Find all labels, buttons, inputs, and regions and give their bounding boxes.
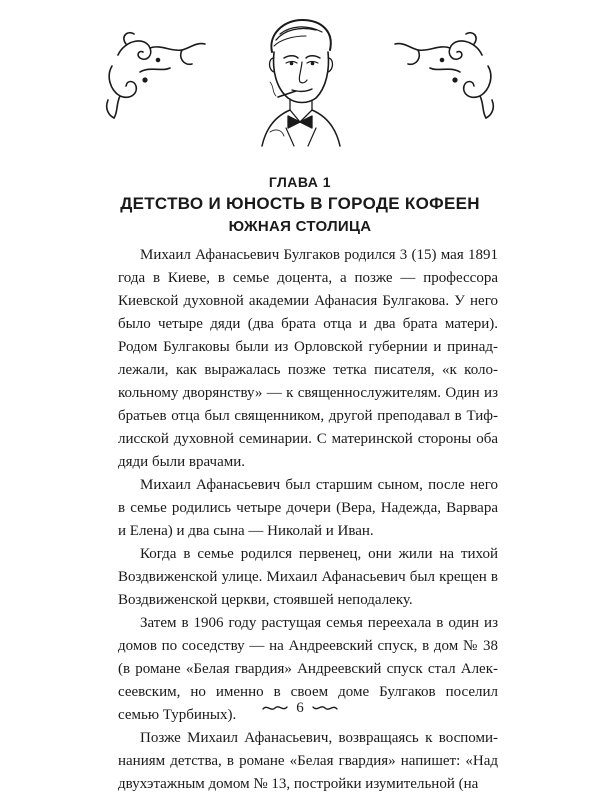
- paragraph: Когда в семье родился первенец, они жили на тихой Воздвиженской улице. Михаил Афанасьевич был крещен в Воздвиженской церкви, стоявшей неподалеку.: [118, 546, 498, 608]
- page-number: 6: [296, 699, 304, 716]
- chapter-title: ДЕТСТВО И ЮНОСТЬ В ГОРОДЕ КОФЕЕН: [120, 194, 480, 213]
- page-footer: [0, 696, 600, 720]
- footer-left-flourish-icon: [262, 703, 288, 713]
- right-ornament-icon: [395, 33, 493, 118]
- footer-right-flourish-icon: [312, 703, 338, 713]
- paragraph: Михаил Афанасьевич Булгаков родился 3 (15) мая 1891 года в Киеве, в семье доцента, а позже — профессора Киевской духовной академии Афанасия Булгакова. У него было четыре дяди (два брата отца и два брата матери). Родом Булгаковы были из Орловской губернии и принадлежали, как выражалась позже тетка писателя, «к колокольному дворянству» — к священнослужителям. Один из братьев отца был священником, другой преподавал в Тифлисской духовной семинарии. С материнской стороны оба дяди были врачами.: [118, 247, 498, 470]
- header-illustration: [0, 0, 600, 160]
- paragraph: Михаил Афанасьевич был старшим сыном, после него в семье родились четыре дочери (Вера, Надежда, Варвара и Елена) и два сына — Николай и Иван.: [118, 477, 498, 539]
- paragraph: Позже Михаил Афанасьевич, возвращаясь к воспоминаниям детства, в романе «Белая гвардия» напишет: «Над двухэтажным домом № 13, постройки изумительной (на: [118, 730, 498, 792]
- paragraph: Затем в 1906 году растущая семья переехала в один из домов по соседству — на Андреевский спуск, в дом № 38 (в романе «Белая гвардия» Андреевский спуск стал Алексеевским, но именно в своем доме Булгаков поселил семью Турбиных).: [118, 615, 498, 723]
- left-ornament-icon: [107, 33, 205, 118]
- section-title: ЮЖНАЯ СТОЛИЦА: [228, 218, 372, 235]
- portrait-icon: [262, 20, 340, 146]
- chapter-label: ГЛАВА 1: [268, 174, 332, 190]
